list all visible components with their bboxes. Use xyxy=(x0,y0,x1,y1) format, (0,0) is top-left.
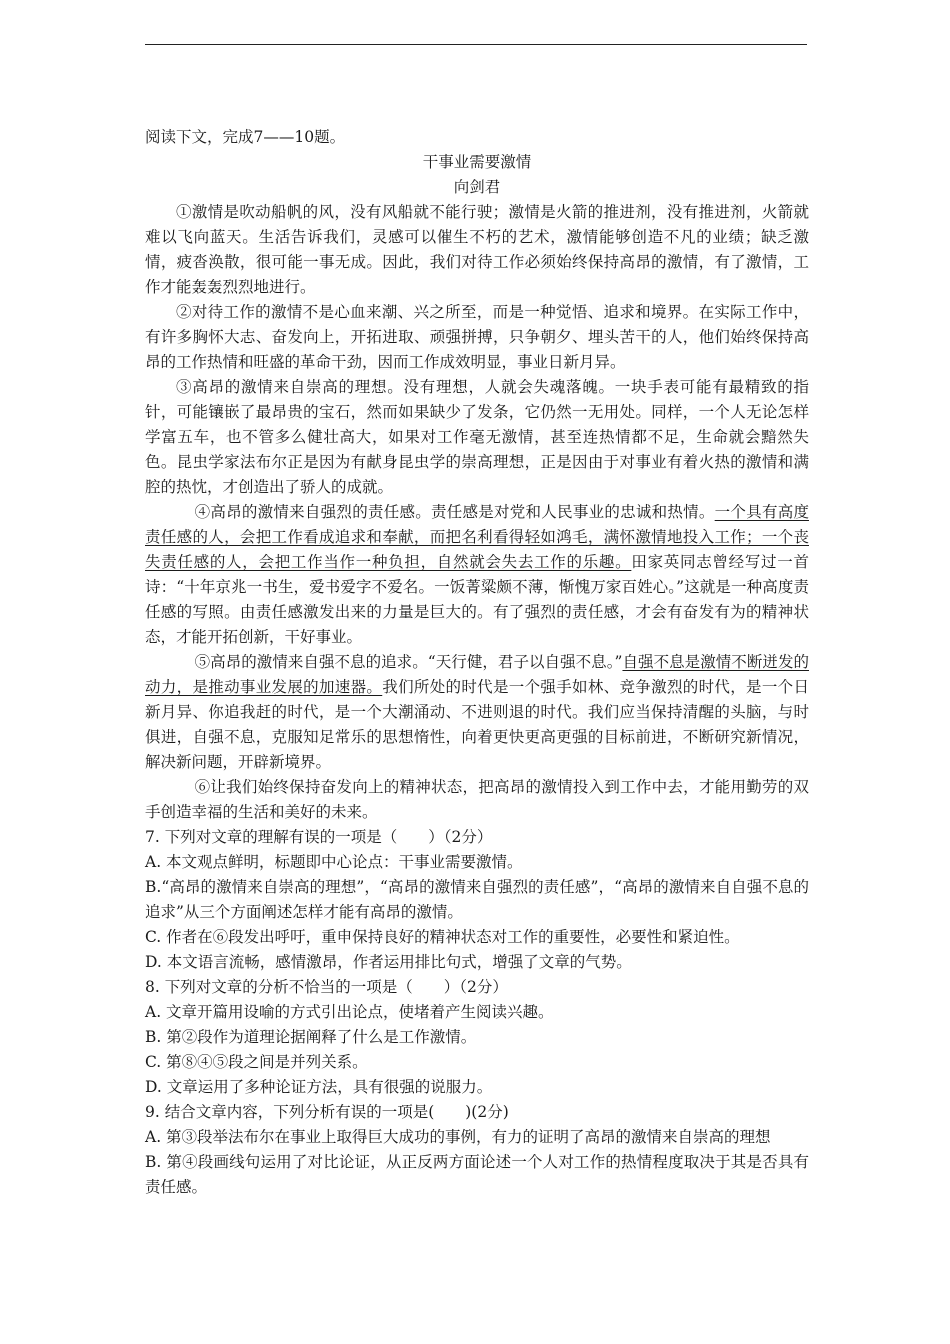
paragraph-4 xyxy=(145,500,809,650)
question-8 xyxy=(145,975,809,1100)
question-7-option-d: D. 本文语言流畅，感情激昂，作者运用排比句式，增强了文章的气势。 xyxy=(145,953,632,971)
question-8-option-d: D. 文章运用了多种论证方法，具有很强的说服力。 xyxy=(145,1078,493,1096)
paragraph-5 xyxy=(145,650,809,775)
question-9-option-b: B. 第④段画线句运用了对比论证，从正反两方面论述一个人对工作的热情程度取决于其是否具有责任感。 xyxy=(145,1153,809,1196)
question-9 xyxy=(145,1100,809,1200)
paragraph-4-underlined-sentence: 一个具有高度责任感的人，会把工作看成追求和奉献，而把名利看得轻如鸿毛，满怀激情地投入工作；一个丧失责任感的人，会把工作当作一种负担，自然就会失去工作的乐趣。 xyxy=(145,503,809,571)
question-7-option-b: B.“高昂的激情来自崇高的理想”，“高昂的激情来自强烈的责任感”，“高昂的激情来自自强不息的追求”从三个方面阐述怎样才能有高昂的激情。 xyxy=(145,878,809,921)
header-rule xyxy=(145,44,807,45)
question-8-option-b: B. 第②段作为道理论据阐释了什么是工作激情。 xyxy=(145,1028,477,1046)
question-9-stem: 9. 结合文章内容，下列分析有误的一项是( )(2分) xyxy=(145,1103,509,1121)
paragraph-2: ②对待工作的激情不是心血来潮、兴之所至，而是一种觉悟、追求和境界。在实际工作中，有许多胸怀大志、奋发向上，开拓进取、顽强拼搏，只争朝夕、埋头苦干的人，他们始终保持高昂的工作热情和旺盛的革命干劲，因而工作成效明显，事业日新月异。 xyxy=(145,303,809,371)
document-body xyxy=(145,125,809,1200)
question-7 xyxy=(145,825,809,975)
paragraph-4-rest: 田家英同志曾经写过一首诗：“十年京兆一书生，爱书爱字不爱名。一饭菁粱颇不薄，惭愧万家百姓心。”这就是一种高度责任感的写照。由责任感激发出来的力量是巨大的。有了强烈的责任感，才会有奋发有为的精神状态，才能开拓创新，干好事业。 xyxy=(145,553,809,646)
article-author: 向剑君 xyxy=(453,178,501,196)
paragraph-5-lead: ⑤高昂的激情来自强不息的追求。“天行健，君子以自强不息。” xyxy=(194,653,623,671)
question-8-option-a: A. 文章开篇用设喻的方式引出论点，使堵着产生阅读兴趣。 xyxy=(145,1003,554,1021)
question-7-option-a: A. 本文观点鲜明，标题即中心论点：干事业需要激情。 xyxy=(145,853,523,871)
paragraph-5-underlined-sentence: 自强不息是激情不断迸发的动力，是推动事业发展的加速器。 xyxy=(145,653,809,696)
paragraph-5-rest: 我们所处的时代是一个强手如林、竞争激烈的时代，是一个日新月异、你追我赶的时代，是一个大潮涌动、不进则退的时代。我们应当保持清醒的头脑，与时俱进，自强不息，克服知足常乐的思想惰性，向着更快更高更强的目标前进，不断研究新情况，解决新问题，开辟新境界。 xyxy=(145,678,809,771)
question-8-stem: 8. 下列对文章的分析不恰当的一项是（ ）（2分） xyxy=(145,978,508,996)
article-title: 干事业需要激情 xyxy=(422,153,532,171)
question-8-option-c: C. 第⑧④⑤段之间是并列关系。 xyxy=(145,1053,368,1071)
paragraph-1: ①激情是吹动船帆的风，没有风船就不能行驶；激情是火箭的推进剂，没有推进剂，火箭就难以飞向蓝天。生活告诉我们，灵感可以催生不朽的艺术，激情能够创造不凡的业绩；缺乏激情，疲沓涣散，很可能一事无成。因此，我们对待工作必须始终保持高昂的激情，有了激情，工作才能轰轰烈烈地进行。 xyxy=(145,203,809,296)
paragraph-4-lead: ④高昂的激情来自强烈的责任感。责任感是对党和人民事业的忠诚和热情。 xyxy=(194,503,715,521)
question-9-option-a: A. 第③段举法布尔在事业上取得巨大成功的事例，有力的证明了高昂的激情来自崇高的理想 xyxy=(145,1128,771,1146)
reading-instruction: 阅读下文，完成7——10题。 xyxy=(145,128,346,146)
paragraph-3: ③高昂的激情来自崇高的理想。没有理想，人就会失魂落魄。一块手表可能有最精致的指针，可能镶嵌了最昂贵的宝石，然而如果缺少了发条，它仍然一无用处。同样，一个人无论怎样学富五车，也不管多么健壮高大，如果对工作毫无激情，甚至连热情都不足，生命就会黯然失色。昆虫学家法布尔正是因为有献身昆虫学的崇高理想，正是因由于对事业有着火热的激情和满腔的热忱，才创造出了骄人的成就。 xyxy=(145,378,809,496)
paragraph-6: ⑥让我们始终保持奋发向上的精神状态，把高昂的激情投入到工作中去，才能用勤劳的双手创造幸福的生活和美好的未来。 xyxy=(145,778,809,821)
question-7-stem: 7. 下列对文章的理解有误的一项是（ ）（2分） xyxy=(145,828,493,846)
question-7-option-c: C. 作者在⑥段发出呼吁，重申保持良好的精神状态对工作的重要性，必要性和紧迫性。 xyxy=(145,928,740,946)
